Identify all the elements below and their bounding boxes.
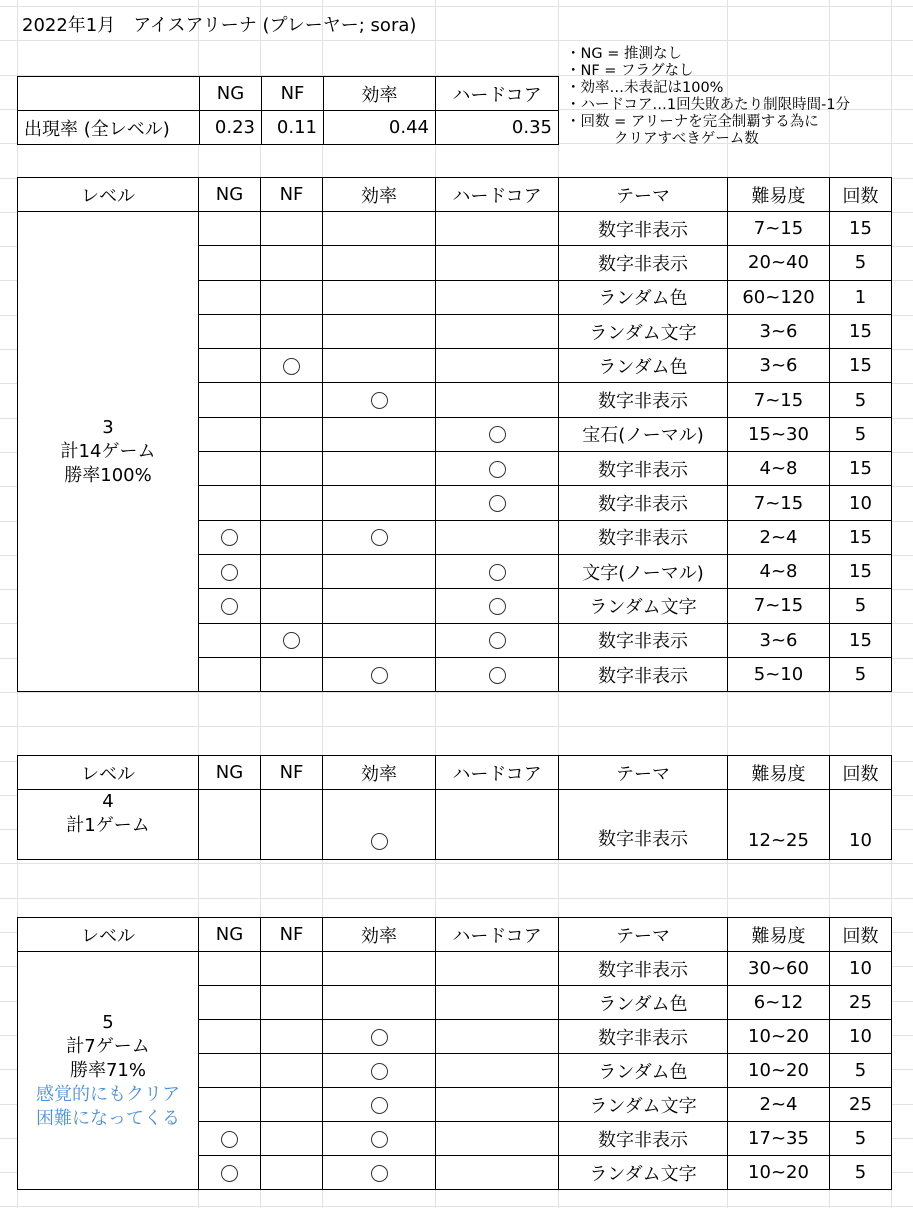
- column-header-level: レベル: [18, 178, 199, 212]
- level-label-line: 計14ゲーム: [60, 440, 156, 462]
- note-line: クリアすべきゲーム数: [614, 131, 759, 147]
- legend-notes: [566, 46, 850, 148]
- ng-cell: [199, 417, 261, 451]
- hardcore-cell: [436, 520, 559, 554]
- column-header-level: レベル: [18, 756, 199, 790]
- hardcore-cell: [436, 554, 559, 588]
- column-header-difficulty: 難易度: [728, 178, 830, 212]
- efficiency-cell: [323, 349, 436, 383]
- circle-mark-icon: [489, 667, 506, 684]
- ng-cell: [199, 383, 261, 417]
- theme-cell: ランダム文字: [559, 1088, 728, 1122]
- ng-cell: [199, 452, 261, 486]
- count-cell: 10: [830, 486, 892, 520]
- header-row: [18, 178, 892, 212]
- rate-row-label: 出現率 (全レベル): [18, 111, 200, 145]
- rate-value-ng: 0.23: [200, 111, 262, 145]
- theme-cell: 宝石(ノーマル): [559, 417, 728, 451]
- circle-mark-icon: [489, 495, 506, 512]
- nf-cell: [261, 623, 323, 657]
- note-line: ・効率…未表記は100%: [566, 80, 724, 96]
- level-label-line: 4: [102, 791, 114, 812]
- count-cell: 15: [830, 452, 892, 486]
- ng-cell: [199, 657, 261, 691]
- note-line: ・NF = フラグなし: [566, 63, 694, 79]
- hardcore-cell: [436, 986, 559, 1020]
- circle-mark-icon: [489, 426, 506, 443]
- nf-cell: [261, 1020, 323, 1054]
- efficiency-cell: [323, 383, 436, 417]
- nf-cell: [261, 986, 323, 1020]
- difficulty-cell: 10~20: [728, 1156, 830, 1190]
- theme-cell: ランダム色: [559, 986, 728, 1020]
- hardcore-cell: [436, 589, 559, 623]
- count-cell: 5: [830, 246, 892, 280]
- column-header-efficiency: 効率: [323, 918, 436, 952]
- theme-cell: 数字非表示: [559, 952, 728, 986]
- efficiency-cell: [323, 1156, 436, 1190]
- efficiency-cell: [323, 554, 436, 588]
- hardcore-cell: [436, 452, 559, 486]
- level-3-table: [17, 177, 892, 692]
- hardcore-cell: [436, 1054, 559, 1088]
- count-cell: 5: [830, 657, 892, 691]
- rate-value-efficiency: 0.44: [324, 111, 436, 145]
- difficulty-cell: 6~12: [728, 986, 830, 1020]
- ng-cell: [199, 314, 261, 348]
- column-header-ng: NG: [199, 178, 261, 212]
- circle-mark-icon: [371, 667, 388, 684]
- difficulty-cell: 60~120: [728, 280, 830, 314]
- circle-mark-icon: [489, 632, 506, 649]
- efficiency-cell: [323, 417, 436, 451]
- ng-cell: [199, 790, 261, 860]
- nf-cell: [261, 349, 323, 383]
- count-cell: 25: [830, 1088, 892, 1122]
- column-header-count: 回数: [830, 756, 892, 790]
- ng-cell: [199, 1054, 261, 1088]
- count-cell: 15: [830, 520, 892, 554]
- rate-header-nf: NF: [262, 77, 324, 111]
- hardcore-cell: [436, 486, 559, 520]
- theme-cell: 数字非表示: [559, 623, 728, 657]
- hardcore-cell: [436, 383, 559, 417]
- count-cell: 15: [830, 554, 892, 588]
- theme-cell: 数字非表示: [559, 246, 728, 280]
- efficiency-cell: [323, 589, 436, 623]
- level-note-line: 感覚的にもクリア: [36, 1083, 180, 1105]
- difficulty-cell: 7~15: [728, 589, 830, 623]
- column-header-theme: テーマ: [559, 178, 728, 212]
- efficiency-cell: [323, 314, 436, 348]
- column-header-ng: NG: [199, 918, 261, 952]
- nf-cell: [261, 1088, 323, 1122]
- theme-cell: ランダム文字: [559, 1156, 728, 1190]
- efficiency-cell: [323, 212, 436, 246]
- circle-mark-icon: [221, 529, 238, 546]
- circle-mark-icon: [283, 358, 300, 375]
- count-cell: 10: [830, 1020, 892, 1054]
- count-cell: 5: [830, 1156, 892, 1190]
- difficulty-cell: 30~60: [728, 952, 830, 986]
- nf-cell: [261, 554, 323, 588]
- ng-cell: [199, 589, 261, 623]
- ng-cell: [199, 486, 261, 520]
- column-header-count: 回数: [830, 178, 892, 212]
- count-cell: 15: [830, 212, 892, 246]
- theme-cell: 数字非表示: [559, 1122, 728, 1156]
- hardcore-cell: [436, 212, 559, 246]
- hardcore-cell: [436, 790, 559, 860]
- nf-cell: [261, 417, 323, 451]
- count-cell: 1: [830, 280, 892, 314]
- circle-mark-icon: [489, 564, 506, 581]
- column-header-efficiency: 効率: [323, 756, 436, 790]
- nf-cell: [261, 383, 323, 417]
- circle-mark-icon: [371, 1097, 388, 1114]
- column-header-hardcore: ハードコア: [436, 178, 559, 212]
- theme-cell: ランダム色: [559, 349, 728, 383]
- count-cell: 5: [830, 589, 892, 623]
- rate-table-corner: [18, 77, 200, 111]
- theme-cell: 数字非表示: [559, 212, 728, 246]
- circle-mark-icon: [371, 1165, 388, 1182]
- difficulty-cell: 10~20: [728, 1054, 830, 1088]
- hardcore-cell: [436, 280, 559, 314]
- nf-cell: [261, 1122, 323, 1156]
- efficiency-cell: [323, 246, 436, 280]
- nf-cell: [261, 280, 323, 314]
- column-header-level: レベル: [18, 918, 199, 952]
- ng-cell: [199, 520, 261, 554]
- table-row: [18, 790, 892, 860]
- ng-cell: [199, 349, 261, 383]
- circle-mark-icon: [371, 1131, 388, 1148]
- theme-cell: 数字非表示: [559, 486, 728, 520]
- count-cell: 25: [830, 986, 892, 1020]
- circle-mark-icon: [221, 1131, 238, 1148]
- column-header-difficulty: 難易度: [728, 918, 830, 952]
- rate-table: [17, 76, 559, 145]
- nf-cell: [261, 212, 323, 246]
- sheet-title: 2022年1月 アイスアリーナ (プレーヤー; sora): [22, 15, 417, 36]
- column-header-hardcore: ハードコア: [436, 756, 559, 790]
- nf-cell: [261, 520, 323, 554]
- theme-cell: 数字非表示: [559, 520, 728, 554]
- note-line: ・回数 = アリーナを完全制覇する為に: [566, 114, 819, 130]
- theme-cell: ランダム文字: [559, 589, 728, 623]
- theme-cell: ランダム文字: [559, 314, 728, 348]
- difficulty-cell: 7~15: [728, 212, 830, 246]
- ng-cell: [199, 623, 261, 657]
- count-cell: 5: [830, 383, 892, 417]
- nf-cell: [261, 589, 323, 623]
- column-header-theme: テーマ: [559, 918, 728, 952]
- theme-cell: 文字(ノーマル): [559, 554, 728, 588]
- efficiency-cell: [323, 657, 436, 691]
- efficiency-cell: [323, 952, 436, 986]
- ng-cell: [199, 1156, 261, 1190]
- difficulty-cell: 4~8: [728, 554, 830, 588]
- header-row: [18, 756, 892, 790]
- column-header-count: 回数: [830, 918, 892, 952]
- theme-cell: ランダム色: [559, 1054, 728, 1088]
- circle-mark-icon: [221, 564, 238, 581]
- column-header-difficulty: 難易度: [728, 756, 830, 790]
- circle-mark-icon: [371, 1029, 388, 1046]
- rate-header-hardcore: ハードコア: [436, 77, 559, 111]
- column-header-theme: テーマ: [559, 756, 728, 790]
- difficulty-cell: 20~40: [728, 246, 830, 280]
- level-label-cell: [18, 952, 199, 1190]
- circle-mark-icon: [371, 392, 388, 409]
- efficiency-cell: [323, 520, 436, 554]
- ng-cell: [199, 1122, 261, 1156]
- column-header-nf: NF: [261, 918, 323, 952]
- hardcore-cell: [436, 349, 559, 383]
- difficulty-cell: 4~8: [728, 452, 830, 486]
- difficulty-cell: 7~15: [728, 383, 830, 417]
- efficiency-cell: [323, 1054, 436, 1088]
- difficulty-cell: 7~15: [728, 486, 830, 520]
- nf-cell: [261, 314, 323, 348]
- circle-mark-icon: [371, 1063, 388, 1080]
- nf-cell: [261, 452, 323, 486]
- rate-header-ng: NG: [200, 77, 262, 111]
- theme-cell: 数字非表示: [559, 383, 728, 417]
- ng-cell: [199, 246, 261, 280]
- theme-cell: 数字非表示: [559, 452, 728, 486]
- theme-cell: 数字非表示: [559, 790, 728, 860]
- nf-cell: [261, 657, 323, 691]
- efficiency-cell: [323, 1122, 436, 1156]
- difficulty-cell: 2~4: [728, 520, 830, 554]
- count-cell: 5: [830, 417, 892, 451]
- circle-mark-icon: [371, 529, 388, 546]
- theme-cell: 数字非表示: [559, 1020, 728, 1054]
- difficulty-cell: 15~30: [728, 417, 830, 451]
- efficiency-cell: [323, 623, 436, 657]
- efficiency-cell: [323, 280, 436, 314]
- hardcore-cell: [436, 314, 559, 348]
- theme-cell: ランダム色: [559, 280, 728, 314]
- level-label-cell: [18, 790, 199, 860]
- circle-mark-icon: [221, 598, 238, 615]
- difficulty-cell: 5~10: [728, 657, 830, 691]
- ng-cell: [199, 952, 261, 986]
- efficiency-cell: [323, 1020, 436, 1054]
- count-cell: 15: [830, 349, 892, 383]
- circle-mark-icon: [489, 461, 506, 478]
- level-label-line: 勝率100%: [64, 464, 152, 486]
- efficiency-cell: [323, 790, 436, 860]
- level-note-line: 困難になってくる: [36, 1107, 180, 1129]
- nf-cell: [261, 1054, 323, 1088]
- count-cell: 5: [830, 1054, 892, 1088]
- count-cell: 15: [830, 623, 892, 657]
- table-row: [18, 952, 892, 986]
- difficulty-cell: 3~6: [728, 623, 830, 657]
- nf-cell: [261, 1156, 323, 1190]
- count-cell: 10: [830, 790, 892, 860]
- circle-mark-icon: [489, 598, 506, 615]
- ng-cell: [199, 212, 261, 246]
- ng-cell: [199, 1088, 261, 1122]
- hardcore-cell: [436, 1156, 559, 1190]
- hardcore-cell: [436, 1020, 559, 1054]
- ng-cell: [199, 986, 261, 1020]
- difficulty-cell: 2~4: [728, 1088, 830, 1122]
- nf-cell: [261, 952, 323, 986]
- circle-mark-icon: [371, 833, 388, 850]
- efficiency-cell: [323, 486, 436, 520]
- column-header-nf: NF: [261, 178, 323, 212]
- circle-mark-icon: [221, 1165, 238, 1182]
- difficulty-cell: 17~35: [728, 1122, 830, 1156]
- column-header-hardcore: ハードコア: [436, 918, 559, 952]
- note-line: ・ハードコア…1回失敗あたり制限時間-1分: [566, 97, 851, 113]
- level-label-line: 5: [102, 1011, 114, 1033]
- level-label-cell: [18, 212, 199, 692]
- circle-mark-icon: [283, 632, 300, 649]
- column-header-ng: NG: [199, 756, 261, 790]
- efficiency-cell: [323, 986, 436, 1020]
- theme-cell: 数字非表示: [559, 657, 728, 691]
- rate-value-nf: 0.11: [262, 111, 324, 145]
- level-4-table: [17, 755, 892, 860]
- rate-value-hardcore: 0.35: [436, 111, 559, 145]
- count-cell: 15: [830, 314, 892, 348]
- ng-cell: [199, 280, 261, 314]
- difficulty-cell: 3~6: [728, 314, 830, 348]
- level-label-line: 3: [102, 416, 114, 438]
- rate-header-efficiency: 効率: [324, 77, 436, 111]
- nf-cell: [261, 486, 323, 520]
- nf-cell: [261, 790, 323, 860]
- difficulty-cell: 10~20: [728, 1020, 830, 1054]
- level-label-line: 勝率71%: [69, 1059, 146, 1081]
- level-label-line: 計1ゲーム: [66, 815, 150, 836]
- difficulty-cell: 12~25: [728, 790, 830, 860]
- hardcore-cell: [436, 623, 559, 657]
- header-row: [18, 918, 892, 952]
- hardcore-cell: [436, 246, 559, 280]
- count-cell: 5: [830, 1122, 892, 1156]
- level-5-table: [17, 917, 892, 1190]
- hardcore-cell: [436, 1088, 559, 1122]
- table-row: [18, 212, 892, 246]
- nf-cell: [261, 246, 323, 280]
- column-header-nf: NF: [261, 756, 323, 790]
- efficiency-cell: [323, 452, 436, 486]
- count-cell: 10: [830, 952, 892, 986]
- hardcore-cell: [436, 1122, 559, 1156]
- ng-cell: [199, 554, 261, 588]
- hardcore-cell: [436, 657, 559, 691]
- note-line: ・NG = 推測なし: [566, 46, 682, 62]
- column-header-efficiency: 効率: [323, 178, 436, 212]
- hardcore-cell: [436, 952, 559, 986]
- hardcore-cell: [436, 417, 559, 451]
- efficiency-cell: [323, 1088, 436, 1122]
- level-label-line: 計7ゲーム: [66, 1035, 150, 1057]
- ng-cell: [199, 1020, 261, 1054]
- difficulty-cell: 3~6: [728, 349, 830, 383]
